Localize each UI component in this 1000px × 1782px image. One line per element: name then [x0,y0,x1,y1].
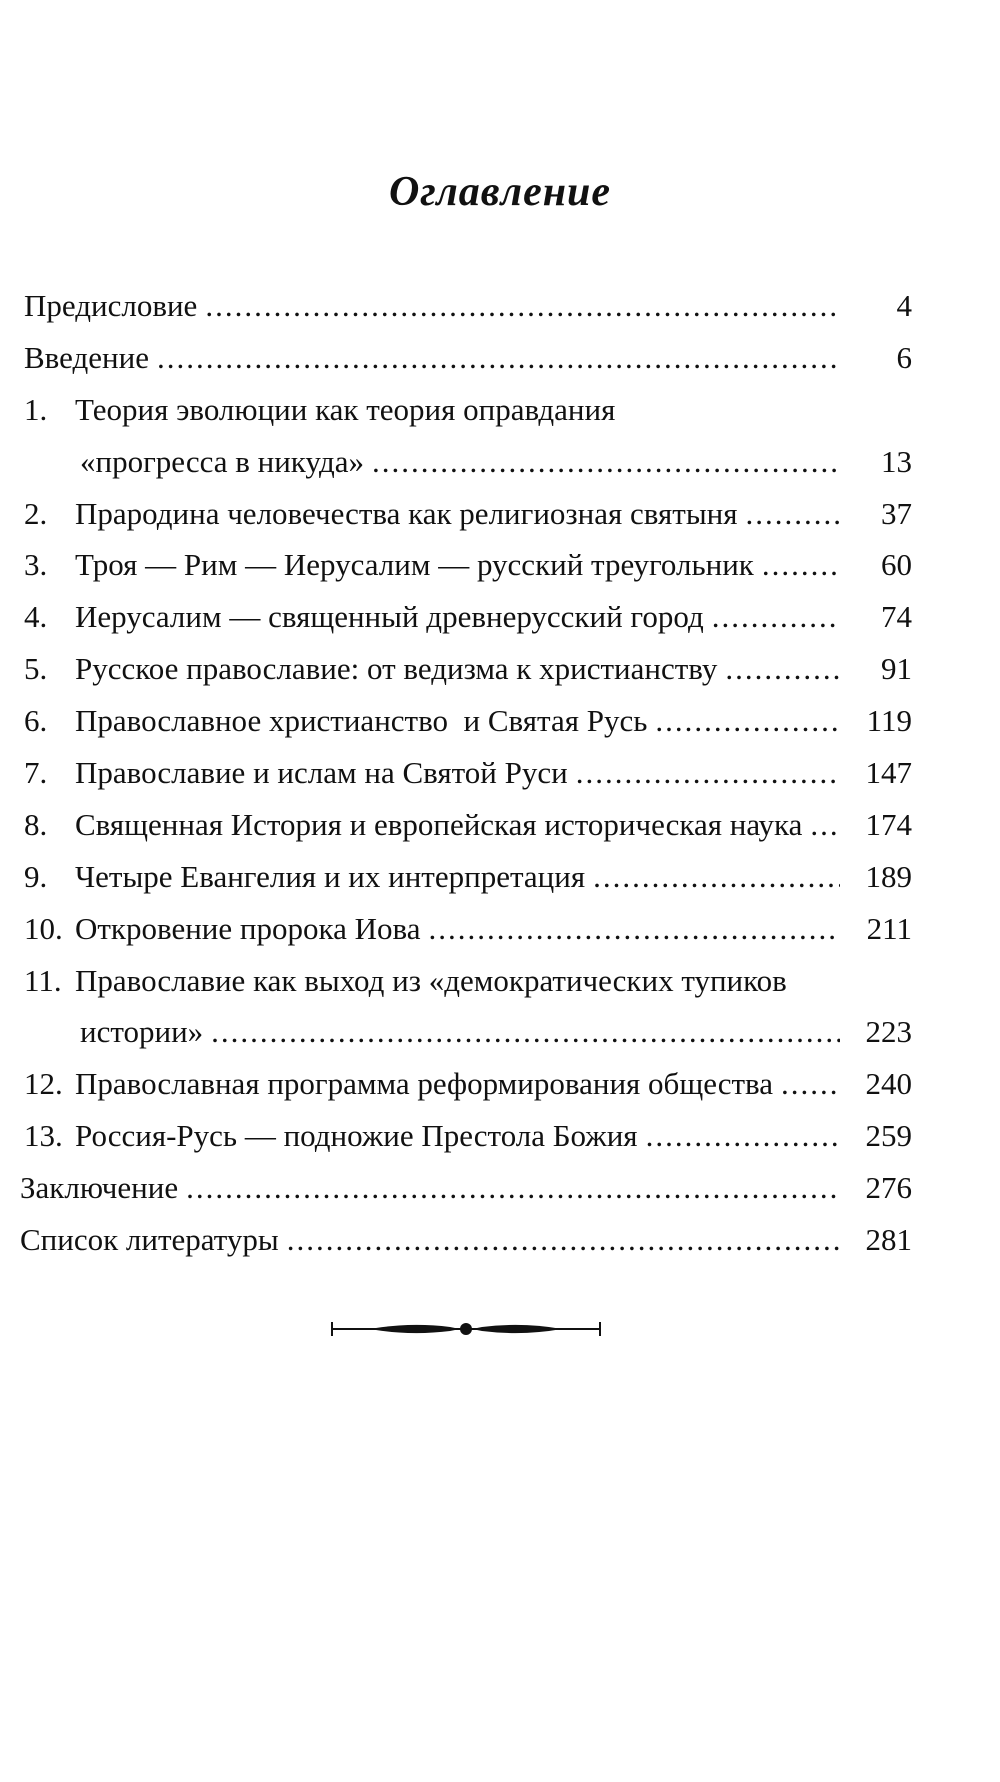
toc-entry-title: истории» [80,1014,204,1050]
toc-entry-number: 13. [24,1118,63,1154]
toc-entry-page: 147 [865,755,912,791]
toc-entry [0,955,1000,1007]
toc-entry-title: Предисловие [24,288,198,323]
toc-entry-page: 91 [881,651,912,687]
toc-entry-title: Четыре Евангелия и их интерпретация [75,858,586,894]
toc-entry-title: Православие как выход из «демократических тупиков [75,962,787,998]
table-of-contents [0,280,1000,1266]
toc-entry-number: 7. [24,755,48,791]
toc-entry-title: Священная История и европейская историческая наука [75,806,803,842]
toc-entry-number: 2. [24,495,48,531]
toc-entry-number: 3. [24,547,48,583]
toc-entry [0,332,1000,384]
toc-entry [0,384,1000,436]
toc-entry [0,280,1000,332]
toc-entry-page: 74 [881,599,912,635]
toc-entry-page: 276 [865,1170,912,1206]
toc-entry-title: Православное христианство и Святая Русь [75,703,648,739]
leader-dots [428,903,840,955]
toc-entry-continuation [0,436,1000,488]
toc-entry-page: 174 [865,806,912,842]
toc-entry [0,643,1000,695]
leader-dots [655,695,840,747]
toc-entry-number: 8. [24,806,48,842]
toc-entry-page: 259 [865,1118,912,1154]
toc-entry-continuation [0,1006,1000,1058]
toc-entry-title: Россия-Русь — подножие Престола Божия [75,1118,638,1154]
toc-entry [0,1162,1000,1214]
leader-dots [810,799,840,851]
toc-entry [0,903,1000,955]
toc-entry-title: Православная программа реформирования общества [75,1066,774,1102]
toc-entry [0,539,1000,591]
toc-entry-number: 9. [24,858,48,894]
page-title: Оглавление [388,169,612,215]
toc-entry-number: 5. [24,651,48,687]
toc-entry [0,1110,1000,1162]
toc-entry-page: 4 [896,288,912,323]
toc-entry [0,1058,1000,1110]
leader-dots [211,1006,840,1058]
toc-entry [0,799,1000,851]
leader-dots [762,539,840,591]
ornament-divider-icon [330,1318,602,1340]
toc-entry-title: Теория эволюции как теория оправдания [75,391,616,427]
toc-entry-page: 189 [865,858,912,894]
leader-dots [781,1058,840,1110]
toc-entry-title: Прародина человечества как религиозная святыня [75,495,738,531]
toc-entry-number: 4. [24,599,48,635]
toc-entry-title: Заключение [20,1170,179,1206]
toc-entry-title: Православие и ислам на Святой Руси [75,755,568,791]
toc-entry [0,747,1000,799]
toc-entry-page: 60 [881,547,912,583]
toc-entry-number: 1. [24,391,48,427]
leader-dots [712,591,840,643]
toc-entry-title: Русское православие: от ведизма к христианству [75,651,718,687]
leader-dots [593,851,840,903]
toc-entry [0,488,1000,540]
toc-entry-number: 11. [24,962,62,998]
leader-dots [372,436,840,488]
leader-dots [746,488,840,540]
toc-entry-page: 223 [865,1014,912,1050]
leader-dots [287,1214,840,1266]
leader-dots [186,1162,840,1214]
toc-entry-page: 119 [866,703,912,739]
leader-dots [205,280,840,332]
toc-entry-title: Откровение пророка Иова [75,910,421,946]
toc-entry [0,695,1000,747]
toc-entry [0,591,1000,643]
toc-entry-page: 6 [896,339,912,375]
toc-entry-page: 37 [881,495,912,531]
leader-dots [157,332,840,384]
toc-entry-page: 13 [881,443,912,479]
leader-dots [576,747,840,799]
toc-entry-number: 10. [24,910,63,946]
toc-entry-number: 6. [24,703,48,739]
toc-entry-title: «прогресса в никуда» [80,443,365,479]
toc-entry-page: 281 [865,1222,912,1258]
toc-entry-title: Иерусалим — священный древнерусский город [75,599,704,635]
toc-entry [0,1214,1000,1266]
toc-entry-number: 12. [24,1066,63,1102]
toc-entry-title: Троя — Рим — Иерусалим — русский треугольник [75,547,754,583]
toc-entry-page: 211 [866,910,912,946]
leader-dots [725,643,840,695]
toc-entry-title: Список литературы [20,1222,279,1258]
leader-dots [646,1110,840,1162]
toc-entry [0,851,1000,903]
toc-entry-page: 240 [865,1066,912,1102]
toc-entry-title: Введение [24,339,149,375]
